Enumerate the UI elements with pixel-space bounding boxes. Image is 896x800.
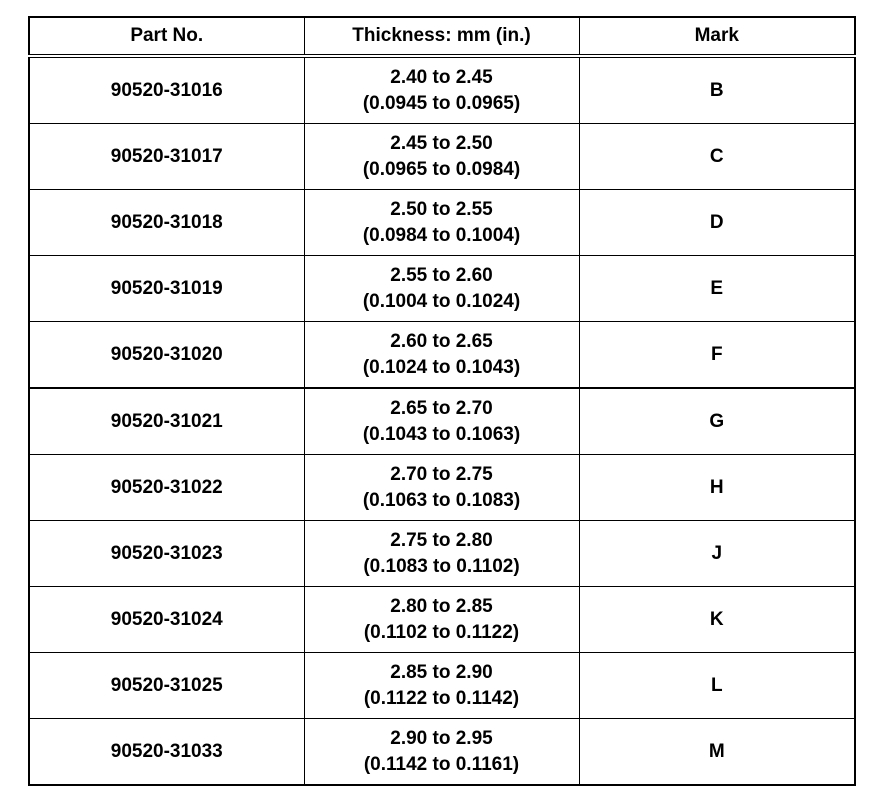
thickness-cell [304,124,579,190]
thickness-cell [304,521,579,587]
table-row [29,388,855,455]
thickness-mm: 2.65 to 2.70 [390,397,493,419]
part-number-cell: 90520-31018 [29,190,304,256]
thickness-inch: (0.1122 to 0.1142) [363,687,520,709]
thickness-mm: 2.50 to 2.55 [390,198,493,220]
table-row [29,587,855,653]
thickness-mm: 2.60 to 2.65 [390,330,493,352]
part-number-cell: 90520-31033 [29,719,304,786]
thickness-mm: 2.75 to 2.80 [390,529,493,551]
table-row [29,190,855,256]
part-number-cell: 90520-31019 [29,256,304,322]
thickness-cell [304,388,579,455]
header-mark: Mark [579,17,855,56]
thickness-cell [304,587,579,653]
part-number-cell: 90520-31025 [29,653,304,719]
part-number-cell: 90520-31017 [29,124,304,190]
thickness-mm: 2.40 to 2.45 [390,66,493,88]
thickness-mm: 2.80 to 2.85 [390,595,493,617]
thickness-inch: (0.1024 to 0.1043) [362,356,521,378]
mark-cell: K [579,587,855,653]
thickness-cell [304,256,579,322]
thickness-cell [304,719,579,786]
table-row [29,455,855,521]
mark-cell: E [579,256,855,322]
thickness-mm: 2.85 to 2.90 [390,661,493,683]
thickness-cell [304,653,579,719]
table-row [29,56,855,124]
part-number-cell: 90520-31024 [29,587,304,653]
table-body [29,56,855,785]
thickness-inch: (0.1142 to 0.1161) [363,753,520,775]
thickness-mm: 2.70 to 2.75 [390,463,493,485]
shim-thickness-table [28,16,856,786]
part-number-cell: 90520-31023 [29,521,304,587]
table-row [29,653,855,719]
mark-cell: L [579,653,855,719]
mark-cell: D [579,190,855,256]
mark-cell: B [579,56,855,124]
table-row [29,124,855,190]
part-number-cell: 90520-31021 [29,388,304,455]
thickness-inch: (0.1083 to 0.1102) [363,555,520,577]
thickness-mm: 2.45 to 2.50 [390,132,493,154]
thickness-cell [304,322,579,389]
table-row [29,521,855,587]
mark-cell: H [579,455,855,521]
mark-cell: F [579,322,855,389]
thickness-inch: (0.1063 to 0.1083) [362,489,521,511]
table-header [29,17,855,56]
header-row [29,17,855,56]
thickness-inch: (0.0984 to 0.1004) [362,224,521,246]
thickness-cell [304,455,579,521]
shim-thickness-table-container [28,16,854,786]
thickness-inch: (0.1043 to 0.1063) [362,423,521,445]
thickness-inch: (0.1004 to 0.1024) [362,290,521,312]
table-row [29,719,855,786]
part-number-cell: 90520-31022 [29,455,304,521]
thickness-inch: (0.1102 to 0.1122) [363,621,520,643]
part-number-cell: 90520-31016 [29,56,304,124]
mark-cell: J [579,521,855,587]
header-part-no: Part No. [29,17,304,56]
mark-cell: M [579,719,855,786]
thickness-cell [304,190,579,256]
thickness-mm: 2.90 to 2.95 [390,727,493,749]
mark-cell: C [579,124,855,190]
thickness-cell [304,56,579,124]
thickness-mm: 2.55 to 2.60 [390,264,493,286]
mark-cell: G [579,388,855,455]
thickness-inch: (0.0945 to 0.0965) [362,92,521,114]
part-number-cell: 90520-31020 [29,322,304,389]
table-row [29,322,855,389]
thickness-inch: (0.0965 to 0.0984) [362,158,521,180]
table-row [29,256,855,322]
header-thickness: Thickness: mm (in.) [304,17,579,56]
